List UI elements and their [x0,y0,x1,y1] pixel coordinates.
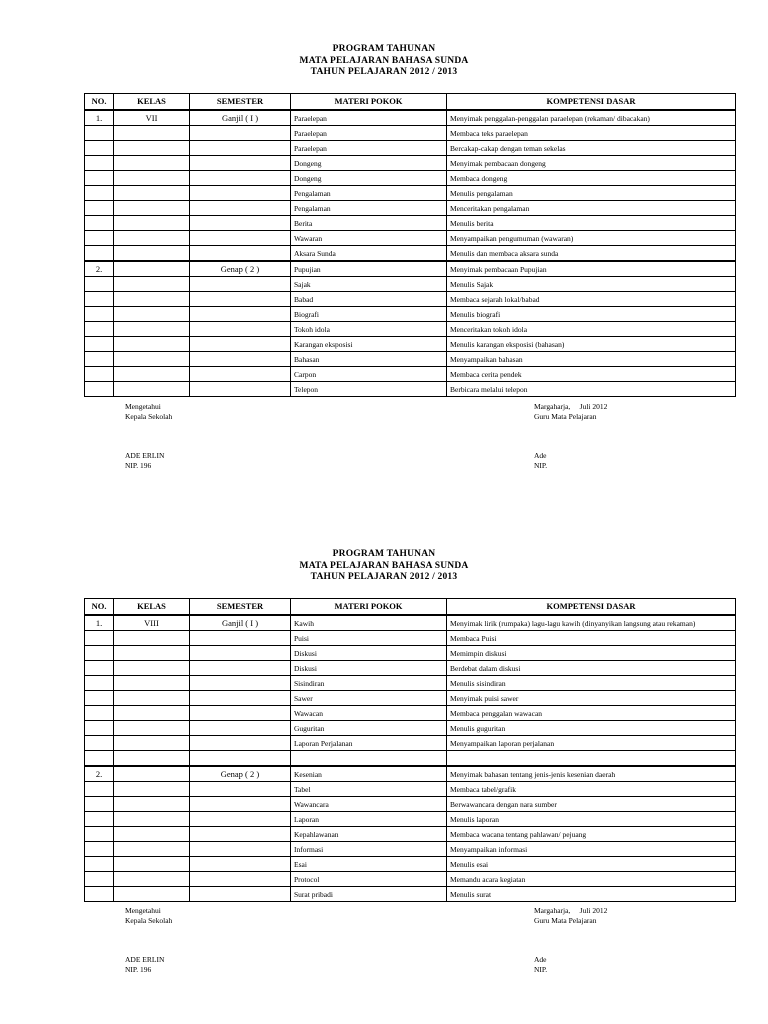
cell-kompetensi: Membaca wacana tentang pahlawan/ pejuang [447,827,736,842]
cell-materi: Laporan Perjalanan [291,736,447,751]
cell-materi: Babad [291,292,447,307]
cell-kompetensi: Menceritakan tokoh idola [447,322,736,337]
title-block [0,44,768,79]
cell-no [85,277,114,292]
table-row [85,171,736,186]
cell-semester [190,872,291,887]
cell-semester [190,857,291,872]
cell-no [85,661,114,676]
cell-semester [190,631,291,646]
cell-kompetensi: Berdebat dalam diskusi [447,661,736,676]
cell-no [85,216,114,231]
cell-semester [190,691,291,706]
sign-right-line1: Margaharja, Juli 2012 [534,906,608,915]
cell-kompetensi: Menulis laporan [447,812,736,827]
cell-materi: Diskusi [291,661,447,676]
cell-semester [190,736,291,751]
table-row [85,646,736,661]
cell-semester [190,706,291,721]
cell-semester: Genap ( 2 ) [190,261,291,277]
table-row [85,691,736,706]
cell-materi: Bahasan [291,352,447,367]
cell-no [85,676,114,691]
cell-materi: Paraelepan [291,126,447,141]
cell-no [85,156,114,171]
table-row [85,337,736,352]
cell-kompetensi: Menulis Sajak [447,277,736,292]
title-year: TAHUN PELAJARAN 2012 / 2013 [310,572,458,582]
table-row [85,126,736,141]
cell-kompetensi: Membaca cerita pendek [447,367,736,382]
table-row [85,322,736,337]
title-subject: MATA PELAJARAN BAHASA SUNDA [299,560,469,571]
cell-semester [190,812,291,827]
cell-kompetensi: Menulis sisindiran [447,676,736,691]
cell-no: 2. [85,261,114,277]
cell-no [85,887,114,902]
cell-kelas [114,751,190,767]
table-row [85,277,736,292]
cell-materi: Wawacan [291,706,447,721]
title-program: PROGRAM TAHUNAN [332,549,436,559]
table-row [85,292,736,307]
cell-kelas [114,872,190,887]
cell-kompetensi: Membaca teks paraelepan [447,126,736,141]
table-row [85,382,736,397]
cell-kompetensi: Menyimak lirik (rumpaka) lagu-lagu kawih (dinyanyikan langsung atau rekaman) [447,615,736,631]
cell-kelas [114,216,190,231]
table-row [85,246,736,262]
table-row [85,751,736,767]
cell-no [85,201,114,216]
cell-semester [190,307,291,322]
table-row [85,186,736,201]
cell-kelas [114,126,190,141]
cell-no [85,382,114,397]
cell-kompetensi: Bercakap-cakap dengan teman sekelas [447,141,736,156]
table-row [85,872,736,887]
cell-kelas [114,691,190,706]
cell-no [85,812,114,827]
cell-kompetensi: Membaca Puisi [447,631,736,646]
cell-materi: Sisindiran [291,676,447,691]
cell-no [85,751,114,767]
table-row [85,615,736,631]
cell-kelas [114,382,190,397]
cell-materi: Puisi [291,631,447,646]
header-kompetensi: KOMPETENSI DASAR [447,94,736,111]
table-row [85,706,736,721]
table-header-row [85,599,736,616]
cell-kompetensi: Menulis pengalaman [447,186,736,201]
signature-right [534,402,607,470]
cell-no [85,337,114,352]
signature-right [534,906,607,974]
cell-kelas [114,661,190,676]
program-table [84,93,736,397]
cell-kelas [114,261,190,277]
cell-kelas [114,367,190,382]
cell-no: 1. [85,615,114,631]
cell-kelas [114,156,190,171]
table-header-row [85,94,736,111]
cell-semester [190,337,291,352]
table-row [85,887,736,902]
cell-semester [190,782,291,797]
cell-kelas [114,782,190,797]
cell-materi: Aksara Sunda [291,246,447,262]
cell-kompetensi: Memandu acara kegiatan [447,872,736,887]
sign-left-line1: Mengetahui [125,906,161,915]
cell-materi: Tokoh idola [291,322,447,337]
cell-kelas [114,292,190,307]
cell-no [85,352,114,367]
cell-kelas [114,141,190,156]
cell-kelas [114,231,190,246]
sign-left-line1: Mengetahui [125,402,161,411]
cell-semester: Ganjil ( I ) [190,615,291,631]
sign-left-line2: Kepala Sekolah [125,915,173,925]
sign-left-name: ADE ERLIN [125,451,165,460]
cell-no [85,307,114,322]
cell-materi: Esai [291,857,447,872]
header-kelas: KELAS [114,599,190,616]
table-row [85,631,736,646]
sign-right-line2: Guru Mata Pelajaran [534,411,597,421]
program-table [84,598,736,902]
sign-left-line2: Kepala Sekolah [125,411,173,421]
cell-semester [190,277,291,292]
cell-no [85,171,114,186]
cell-materi: Tabel [291,782,447,797]
cell-kelas [114,246,190,262]
cell-kompetensi: Membaca dongeng [447,171,736,186]
cell-no [85,691,114,706]
table-row [85,797,736,812]
cell-kelas [114,676,190,691]
cell-semester [190,661,291,676]
table-row [85,812,736,827]
cell-no: 1. [85,110,114,126]
cell-kompetensi: Menyampaikan informasi [447,842,736,857]
cell-semester [190,156,291,171]
cell-materi: Protocol [291,872,447,887]
table-row [85,110,736,126]
table-row [85,367,736,382]
cell-semester [190,382,291,397]
cell-kelas [114,352,190,367]
cell-no [85,736,114,751]
cell-kompetensi: Menyimak puisi sawer [447,691,736,706]
sign-right-nip: NIP. [534,964,548,974]
cell-kelas [114,646,190,661]
cell-kelas [114,797,190,812]
cell-semester [190,721,291,736]
cell-kelas [114,721,190,736]
table-row [85,721,736,736]
cell-kelas [114,857,190,872]
cell-kompetensi: Menyampaikan bahasan [447,352,736,367]
cell-semester [190,676,291,691]
cell-no [85,842,114,857]
header-semester: SEMESTER [190,94,291,111]
cell-semester [190,126,291,141]
sign-right-nip: NIP. [534,460,548,470]
cell-kelas [114,631,190,646]
cell-kompetensi: Menyampaikan pengumuman (wawaran) [447,231,736,246]
cell-materi: Carpon [291,367,447,382]
cell-kelas [114,766,190,782]
cell-no [85,721,114,736]
sign-right-name: Ade [534,955,547,964]
cell-kompetensi: Berwawancara dengan nara sumber [447,797,736,812]
cell-semester [190,646,291,661]
header-materi: MATERI POKOK [291,94,447,111]
cell-materi: Telepon [291,382,447,397]
cell-materi: Wawaran [291,231,447,246]
cell-semester [190,292,291,307]
cell-materi: Kepahlawanan [291,827,447,842]
cell-materi: Dongeng [291,171,447,186]
cell-semester [190,797,291,812]
header-materi: MATERI POKOK [291,599,447,616]
table-row [85,307,736,322]
cell-kompetensi [447,751,736,767]
cell-semester [190,352,291,367]
table-row [85,766,736,782]
cell-kompetensi: Menulis esai [447,857,736,872]
cell-kelas: VII [114,110,190,126]
cell-no [85,141,114,156]
cell-semester [190,201,291,216]
signature-left [125,906,172,974]
cell-kelas [114,842,190,857]
cell-kelas [114,812,190,827]
cell-kompetensi: Menulis guguritan [447,721,736,736]
cell-kelas [114,322,190,337]
cell-semester [190,827,291,842]
table-row [85,827,736,842]
cell-semester: Ganjil ( I ) [190,110,291,126]
table-row [85,676,736,691]
header-kelas: KELAS [114,94,190,111]
table-row [85,201,736,216]
sign-right-line1: Margaharja, Juli 2012 [534,402,608,411]
sign-left-nip: NIP. 196 [125,964,152,974]
cell-materi: Laporan [291,812,447,827]
cell-materi: Kawih [291,615,447,631]
cell-kompetensi: Menulis karangan eksposisi (bahasan) [447,337,736,352]
sign-right-line2: Guru Mata Pelajaran [534,915,597,925]
cell-semester [190,216,291,231]
cell-kompetensi: Menyimak penggalan-penggalan paraelepan (rekaman/ dibacakan) [447,110,736,126]
cell-no [85,292,114,307]
cell-semester [190,887,291,902]
cell-no [85,706,114,721]
cell-kelas [114,706,190,721]
table-row [85,352,736,367]
table-row [85,661,736,676]
cell-no [85,126,114,141]
cell-no [85,322,114,337]
table-row [85,782,736,797]
cell-kelas: VIII [114,615,190,631]
cell-materi: Diskusi [291,646,447,661]
cell-kompetensi: Menulis dan membaca aksara sunda [447,246,736,262]
cell-kompetensi: Menulis surat [447,887,736,902]
cell-materi: Paraelepan [291,110,447,126]
cell-semester [190,246,291,262]
title-program: PROGRAM TAHUNAN [332,44,436,54]
cell-materi: Sawer [291,691,447,706]
cell-kompetensi: Menulis biografi [447,307,736,322]
table-row [85,156,736,171]
cell-kelas [114,186,190,201]
cell-semester [190,322,291,337]
cell-kelas [114,827,190,842]
cell-materi: Wawancara [291,797,447,812]
header-semester: SEMESTER [190,599,291,616]
cell-semester [190,367,291,382]
cell-kompetensi: Membaca penggalan wawacan [447,706,736,721]
cell-semester [190,751,291,767]
table-row [85,141,736,156]
cell-materi: Pupujian [291,261,447,277]
cell-kelas [114,201,190,216]
header-no: NO. [85,599,114,616]
cell-no [85,827,114,842]
cell-kompetensi: Menyimak pembacaan Pupujian [447,261,736,277]
header-kompetensi: KOMPETENSI DASAR [447,599,736,616]
cell-no [85,646,114,661]
cell-materi: Karangan eksposisi [291,337,447,352]
cell-materi: Dongeng [291,156,447,171]
signature-left [125,402,172,470]
cell-kelas [114,171,190,186]
cell-semester [190,171,291,186]
table-row [85,231,736,246]
table-row [85,842,736,857]
cell-kompetensi: Membaca tabel/grafik [447,782,736,797]
cell-kompetensi: Membaca sejarah lokal/babad [447,292,736,307]
table-row [85,216,736,231]
cell-kompetensi: Berbicara melalui telepon [447,382,736,397]
table-row [85,736,736,751]
cell-semester [190,231,291,246]
cell-kompetensi: Menyimak pembacaan dongeng [447,156,736,171]
cell-kelas [114,307,190,322]
cell-materi: Kesenian [291,766,447,782]
cell-materi: Biografi [291,307,447,322]
sign-right-name: Ade [534,451,547,460]
cell-kelas [114,736,190,751]
cell-materi: Pengalaman [291,201,447,216]
cell-no: 2. [85,766,114,782]
cell-materi: Sajak [291,277,447,292]
cell-kompetensi: Menulis berita [447,216,736,231]
cell-materi: Paraelepan [291,141,447,156]
cell-kompetensi: Menceritakan pengalaman [447,201,736,216]
cell-no [85,631,114,646]
cell-no [85,872,114,887]
cell-no [85,186,114,201]
cell-semester [190,842,291,857]
cell-materi [291,751,447,767]
cell-kelas [114,887,190,902]
cell-kompetensi: Menyimak bahasan tentang jenis-jenis kesenian daerah [447,766,736,782]
cell-materi: Berita [291,216,447,231]
cell-no [85,857,114,872]
cell-kelas [114,337,190,352]
sign-left-nip: NIP. 196 [125,460,152,470]
cell-no [85,782,114,797]
sign-left-name: ADE ERLIN [125,955,165,964]
cell-materi: Guguritan [291,721,447,736]
title-block [0,549,768,584]
header-no: NO. [85,94,114,111]
cell-no [85,797,114,812]
cell-materi: Surat pribadi [291,887,447,902]
table-row [85,261,736,277]
cell-kelas [114,277,190,292]
cell-no [85,246,114,262]
title-year: TAHUN PELAJARAN 2012 / 2013 [310,67,458,77]
cell-no [85,367,114,382]
cell-no [85,231,114,246]
cell-semester [190,141,291,156]
cell-materi: Pengalaman [291,186,447,201]
cell-kompetensi: Memimpin diskusi [447,646,736,661]
cell-materi: Informasi [291,842,447,857]
cell-semester [190,186,291,201]
table-row [85,857,736,872]
title-subject: MATA PELAJARAN BAHASA SUNDA [299,55,469,66]
cell-semester: Genap ( 2 ) [190,766,291,782]
cell-kompetensi: Menyampaikan laporan perjalanan [447,736,736,751]
